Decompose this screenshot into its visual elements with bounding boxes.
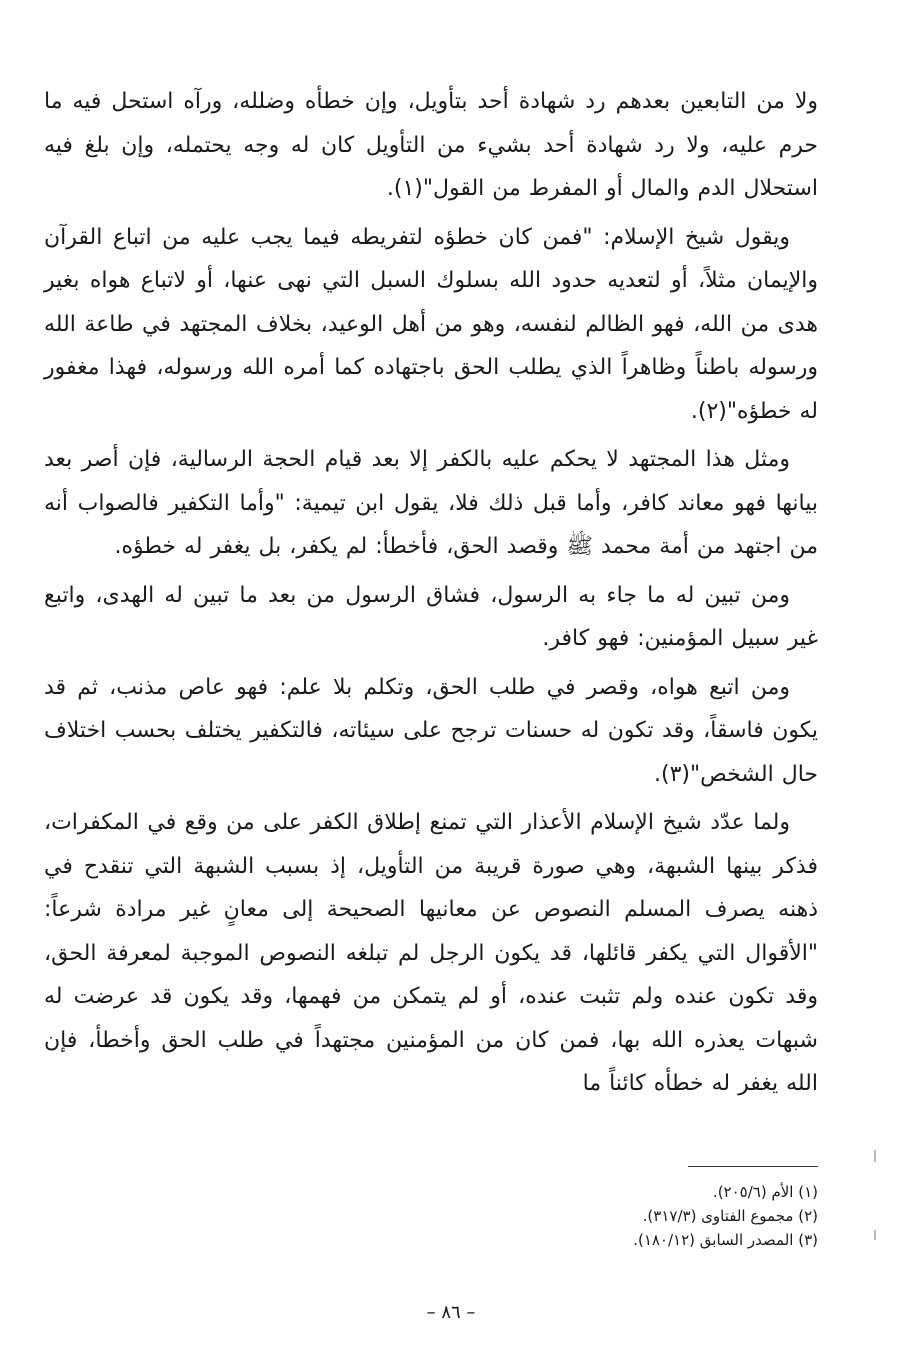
paragraph-5: ومن اتبع هواه، وقصر في طلب الحق، وتكلم بلا علم: فهو عاص مذنب، ثم قد يكون فاسقاً، وقد تكون له حسنات ترجح على سيئاته، فالتكفير يختلف بحسب اختلاف حال الشخص"(٣).: [44, 674, 818, 787]
footnote-1: (١) الأم (٢٠٥/٦).: [712, 1183, 818, 1201]
footnote-3: (٣) المصدر السابق (١٨٠/١٢).: [633, 1231, 818, 1249]
paragraph-1: ولا من التابعين بعدهم رد شهادة أحد بتأويل، وإن خطأه وضلله، ورآه استحل فيه ما حرم عليه، ولا رد شهادة أحد بشيء من التأويل كان له وجه يحتمله، وإن بلغ فيه استحلال الدم والمال أو المفرط من القول"(١).: [44, 89, 818, 201]
paragraph-6: ولما عدّد شيخ الإسلام الأعذار التي تمنع إطلاق الكفر على من وقع في المكفرات، فذكر بينها الشبهة، وهي صورة قريبة من التأويل، إذ بسبب الشبهة التي تنقدح في ذهنه يصرف المسلم النصوص عن معانيها الصحيحة إلى معانٍ غير مرادة شرعاً: "الأقوال التي يكفر قائلها، قد يكون الرجل لم تبلغه النصوص الموجبة لمعرفة الحق، وقد تكون عنده ولم تثبت عنده، أو لم يتمكن من فهمها، وقد يكون قد عرضت له شبهات يعذره الله بها، فمن كان من المؤمنين مجتهداً في طلب الحق وأخطأ، فإن الله يغفر له خطأه كائناً ما: [44, 810, 818, 1096]
main-text: [44, 80, 818, 1111]
scan-artifact: [874, 1230, 876, 1240]
footnote-2: (٢) مجموع الفتاوى (٣١٧/٣).: [642, 1207, 818, 1225]
footnotes: [44, 1180, 818, 1252]
paragraph-3: ومثل هذا المجتهد لا يحكم عليه بالكفر إلا بعد قيام الحجة الرسالية، فإن أصر بعد بيانها فهو معاند كافر، وأما قبل ذلك فلا، يقول ابن تيمية: "وأما التكفير فالصواب أنه من اجتهد من أمة محمد ﷺ وقصد الحق، فأخطأ: لم يكفر، بل يغفر له خطؤه.: [44, 447, 818, 559]
paragraph-2: ويقول شيخ الإسلام: "فمن كان خطؤه لتفريطه فيما يجب عليه من اتباع القرآن والإيمان مثلاً، أو لتعديه حدود الله بسلوك السبل التي نهى عنها، أو لاتباع هواه بغير هدى من الله، فهو الظالم لنفسه، وهو من أهل الوعيد، بخلاف المجتهد في طاعة الله ورسوله باطناً وظاهراً الذي يطلب الحق باجتهاده كما أمره الله ورسوله، فهذا مغفور له خطؤه"(٢).: [44, 224, 818, 424]
scan-artifact: [874, 1150, 876, 1162]
paragraph-4: ومن تبين له ما جاء به الرسول، فشاق الرسول من بعد ما تبين له الهدى، واتبع غير سبيل المؤمنين: فهو كافر.: [44, 582, 818, 651]
page-number: – ٨٦ –: [426, 1302, 476, 1323]
footnote-divider: [688, 1166, 818, 1167]
